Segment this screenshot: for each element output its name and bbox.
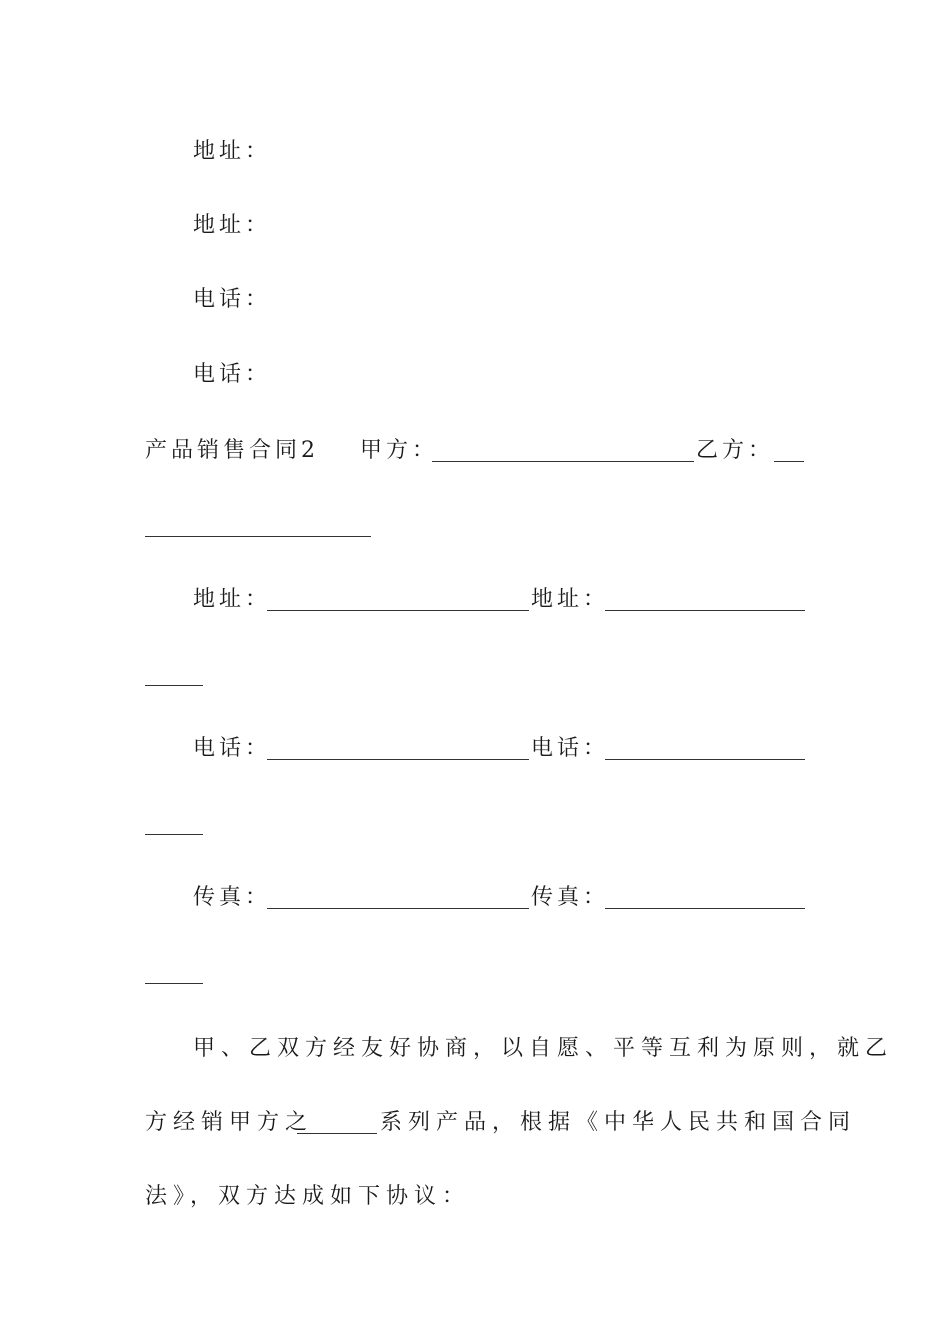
address-a-blank[interactable] xyxy=(267,590,529,611)
phone-b-label: 电话： xyxy=(531,736,610,761)
fax-b-blank-cont[interactable] xyxy=(145,963,203,984)
address-b-blank-cont[interactable] xyxy=(145,665,203,686)
phone-b-blank-cont[interactable] xyxy=(145,814,203,835)
fax-b-blank[interactable] xyxy=(605,888,805,909)
product-series-blank[interactable] xyxy=(297,1113,377,1134)
party-a-blank[interactable] xyxy=(432,441,694,462)
phone-label-1: 电话： xyxy=(193,287,272,312)
phone-a-label: 电话： xyxy=(193,736,272,761)
fax-a-label: 传真： xyxy=(193,885,272,910)
body-paragraph-line-2b: 系列产品，根据《中华人民共和国合同 xyxy=(380,1110,857,1135)
address-b-blank[interactable] xyxy=(605,590,805,611)
fax-a-blank[interactable] xyxy=(267,888,529,909)
body-paragraph-line-1: 甲、乙双方经友好协商，以自愿、平等互利为原则，就乙 xyxy=(193,1036,894,1061)
party-b-label: 乙方： xyxy=(696,438,775,463)
body-paragraph-line-3: 法》，双方达成如下协议： xyxy=(145,1184,471,1209)
party-a-label: 甲方： xyxy=(360,438,439,463)
address-a-label: 地址： xyxy=(193,587,272,612)
contract-title: 产品销售合同2 xyxy=(145,438,319,463)
party-b-blank-cont[interactable] xyxy=(145,516,371,537)
address-label-2: 地址： xyxy=(193,213,272,238)
phone-label-2: 电话： xyxy=(193,362,272,387)
party-b-blank[interactable] xyxy=(774,441,804,462)
body-paragraph-line-2a: 方经销甲方之 xyxy=(145,1110,314,1135)
phone-a-blank[interactable] xyxy=(267,739,529,760)
phone-b-blank[interactable] xyxy=(605,739,805,760)
address-label-1: 地址： xyxy=(193,139,272,164)
address-b-label: 地址： xyxy=(531,587,610,612)
fax-b-label: 传真： xyxy=(531,885,610,910)
